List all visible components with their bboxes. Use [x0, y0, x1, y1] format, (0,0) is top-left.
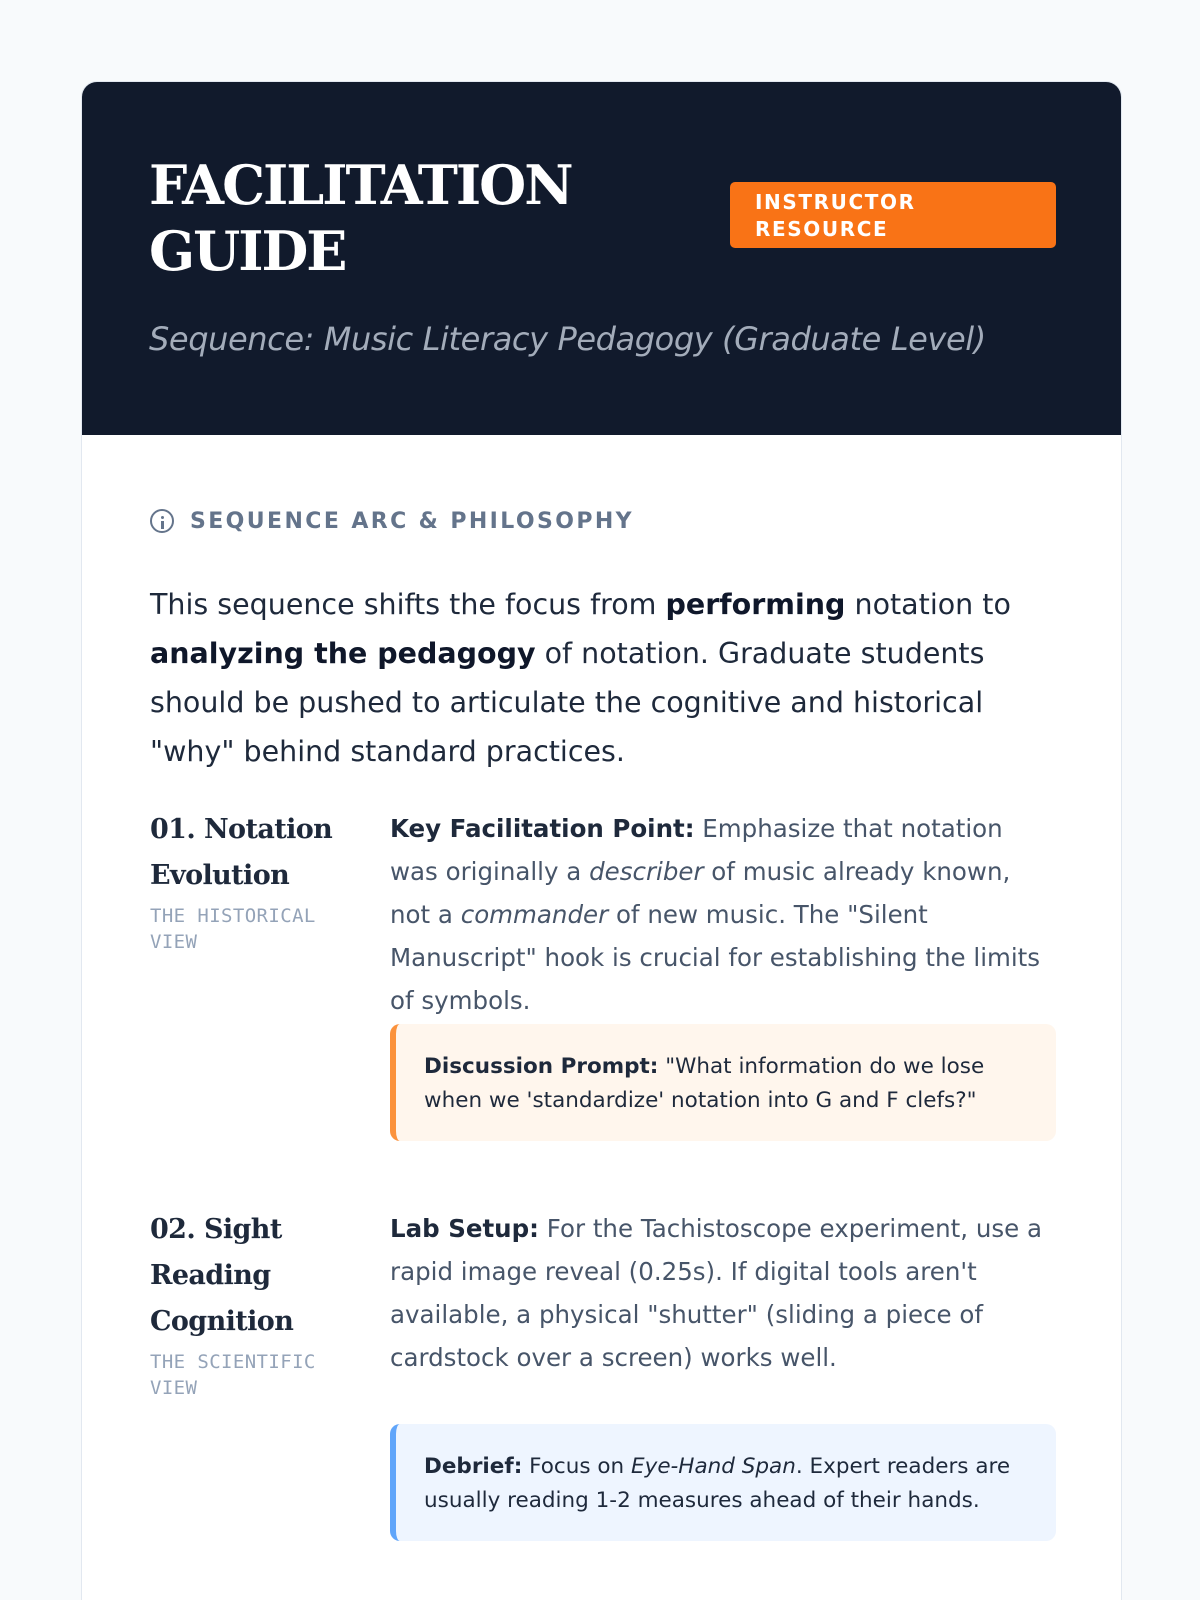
info-icon	[150, 509, 174, 533]
guide-header	[82, 82, 1121, 435]
section-heading	[150, 504, 634, 538]
step-description: Lab Setup: For the Tachistoscope experiment, use a rapid image reveal (0.25s). If digital tools aren't available, a physical "shutter" (sliding a piece of cardstock over a screen) works well.	[390, 1214, 1043, 1372]
step-subtitle: THE HISTORICAL VIEW	[150, 905, 316, 953]
section-label: SEQUENCE ARC & PHILOSOPHY	[190, 508, 635, 534]
discussion-callout: Discussion Prompt: "What information do we lose when we 'standardize' notation into G and F clefs?"	[390, 1024, 1056, 1141]
step-title: 02. Sight Reading Cognition	[150, 1214, 294, 1337]
guide-card	[81, 81, 1122, 1600]
step-subtitle: THE SCIENTIFIC VIEW	[150, 1351, 316, 1399]
step-title: 01. Notation Evolution	[150, 814, 333, 891]
emphasis-performing: performing	[665, 588, 846, 621]
emphasis-pedagogy: analyzing the pedagogy	[150, 637, 536, 670]
intro-paragraph: This sequence shifts the focus from performing notation to analyzing the pedagogy of notation. Graduate students should be pushed to articulate the cognitive and historical "why" behind standard practices.	[150, 588, 1011, 768]
debrief-callout: Debrief: Focus on Eye-Hand Span. Expert readers are usually reading 1-2 measures ahead of their hands.	[390, 1424, 1056, 1541]
page-title: FACILITATION GUIDE	[149, 153, 572, 283]
instructor-badge: INSTRUCTOR RESOURCE	[730, 182, 1056, 248]
sequence-subtitle: Sequence: Music Literacy Pedagogy (Graduate Level)	[149, 320, 986, 358]
step-description: Key Facilitation Point: Emphasize that notation was originally a describer of music already known, not a commander of new music. The "Silent Manuscript" hook is crucial for establishing the limits of symbols.	[390, 814, 1041, 1015]
